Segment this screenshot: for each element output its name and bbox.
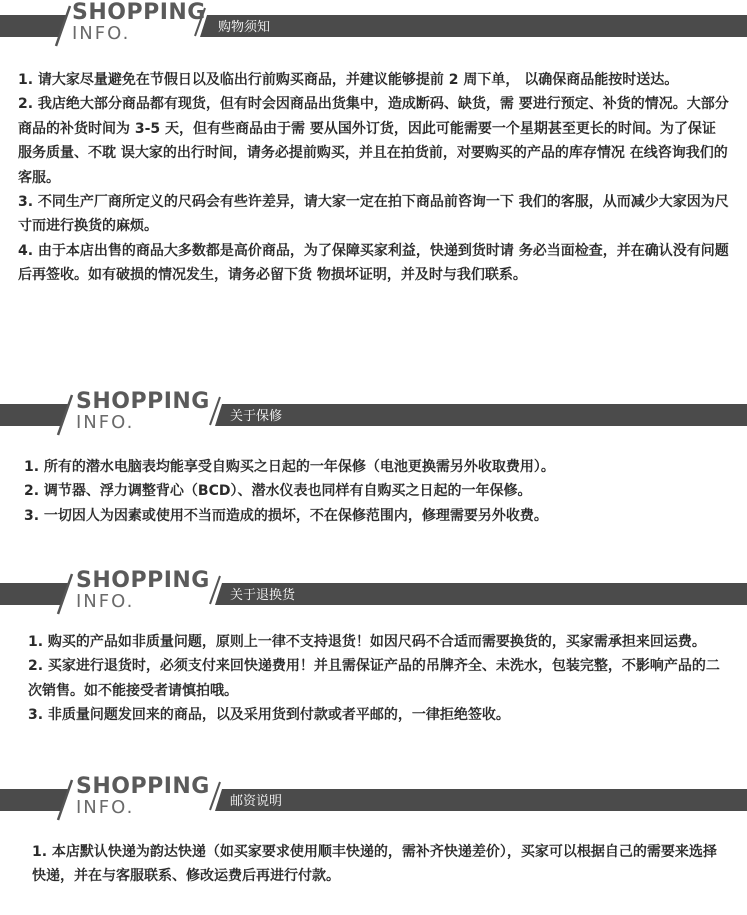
section-postage	[0, 774, 747, 885]
section-body	[32, 840, 729, 889]
section-banner	[0, 389, 747, 437]
shopping-info-logo	[76, 776, 210, 817]
section-body	[28, 630, 725, 728]
section-title: 邮资说明	[230, 794, 283, 809]
section-title: 购物须知	[218, 20, 271, 35]
section-banner	[0, 0, 747, 48]
logo-line-1: SHOPPING	[72, 0, 206, 25]
section-returns	[0, 568, 747, 724]
section-banner	[0, 774, 747, 822]
section-shopping-notice	[0, 0, 747, 284]
notice-item: 3. 非质量问题发回来的商品，以及采用货到付款或者平邮的，一律拒绝签收。	[28, 707, 510, 724]
notice-item: 2. 我店绝大部分商品都有现货，但有时会因商品出货集中，造成断码、缺货，需 要进行预定、补货的情况。大部分商品的补货时间为 3-5 天，但有些商品由于需 要从国外订货，因此可能需要一个星期甚至更长的时间。为了保证服务质量、不耽 误大家的出行时间，请务必提前购买，并且在拍货前，对要购买的产品的库存情况 在线咨询我们的客服。	[18, 96, 729, 186]
section-title: 关于保修	[230, 409, 283, 424]
section-title: 关于退换货	[230, 588, 296, 603]
logo-line-2: INFO.	[76, 591, 135, 612]
section-body	[24, 455, 729, 528]
notice-item: 1. 请大家尽量避免在节假日以及临出行前购买商品，并建议能够提前 2 周下单， 以确保商品能按时送达。	[18, 72, 679, 88]
logo-line-1: SHOPPING	[76, 568, 210, 593]
notice-item: 1. 购买的产品如非质量问题，原则上一律不支持退货！如因尺码不合适而需要换货的，买家需承担来回运费。	[28, 634, 706, 650]
notice-item: 4. 由于本店出售的商品大多数都是高价商品，为了保障买家利益，快递到货时请 务必当面检查，并在确认没有问题后再签收。如有破损的情况发生，请务必留下货 物损坏证明，并及时与我们联系。	[18, 242, 729, 284]
section-banner	[0, 568, 747, 616]
notice-item: 1. 本店默认快递为韵达快递（如买家要求使用顺丰快递的，需补齐快递差价），买家可以根据自己的需要来选择快递，并在与客服联系、修改运费后再进行付款。	[32, 844, 717, 885]
logo-line-2: INFO.	[76, 412, 135, 433]
notice-item: 3. 一切因人为因素或使用不当而造成的损坏，不在保修范围内，修理需要另外收费。	[24, 507, 548, 524]
shopping-info-logo	[76, 570, 210, 611]
notice-item: 2. 调节器、浮力调整背心（BCD）、潜水仪表也同样有自购买之日起的一年保修。	[24, 483, 532, 500]
notice-item: 2. 买家进行退货时，必须支付来回快递费用！并且需保证产品的吊牌齐全、未洗水，包装完整，不影响产品的二次销售。如不能接受者请慎拍哦。	[28, 658, 720, 699]
logo-line-1: SHOPPING	[76, 389, 210, 414]
logo-line-2: INFO.	[76, 797, 135, 818]
notice-item: 3. 不同生产厂商所定义的尺码会有些许差异，请大家一定在拍下商品前咨询一下 我们的客服，从而减少大家因为尺寸而进行换货的麻烦。	[18, 194, 729, 235]
shopping-info-logo	[76, 391, 210, 432]
logo-line-2: INFO.	[72, 23, 131, 44]
notice-item: 1. 所有的潜水电脑表均能享受自购买之日起的一年保修（电池更换需另外收取费用）。	[24, 459, 555, 475]
shopping-info-logo	[72, 2, 206, 43]
section-warranty	[0, 389, 747, 524]
section-body	[18, 68, 729, 288]
logo-line-1: SHOPPING	[76, 774, 210, 799]
